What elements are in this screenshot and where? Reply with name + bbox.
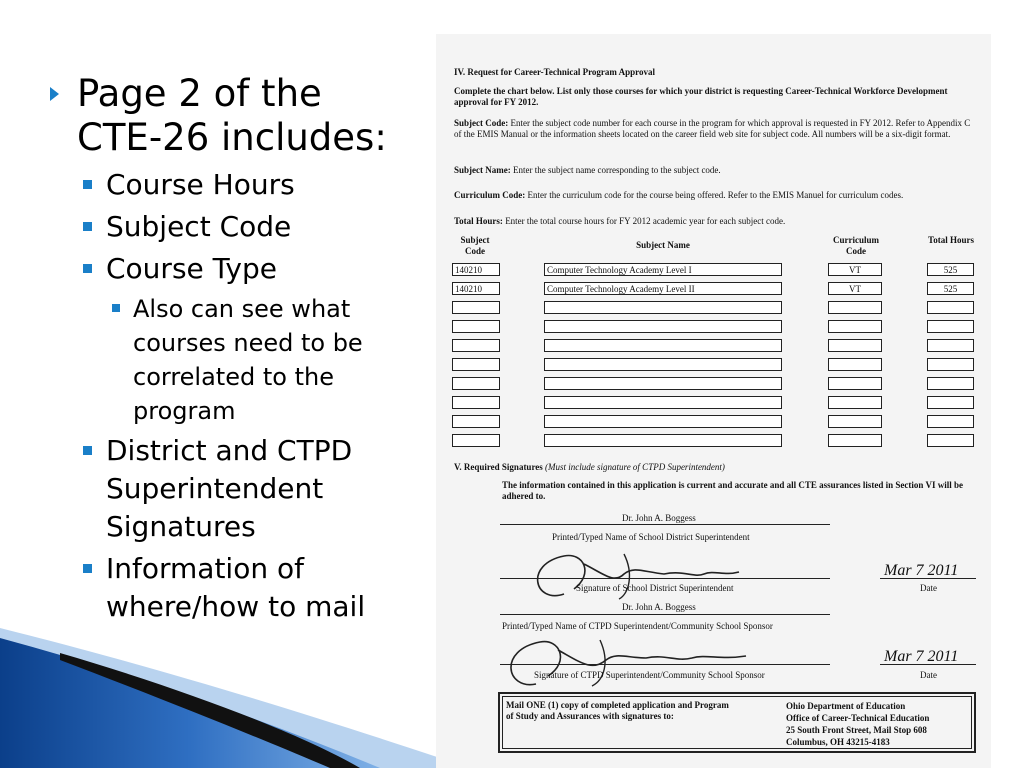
curriculum-code-cell (828, 377, 882, 390)
curriculum-code-cell (828, 358, 882, 371)
bullet-text: Course Type (106, 252, 277, 285)
square-bullet-icon (112, 304, 120, 312)
curriculum-code-cell (828, 434, 882, 447)
subject-code-cell (452, 396, 500, 409)
triangle-bullet-icon (50, 87, 59, 101)
caption-name-1: Printed/Typed Name of School District Superintendent (552, 532, 750, 542)
curriculum-code-cell: VT (828, 263, 882, 276)
corner-swoosh-decoration (0, 628, 440, 768)
date-line-1 (880, 578, 976, 579)
superintendent-signature-2 (496, 628, 756, 692)
subject-code-cell (452, 415, 500, 428)
total-hours-cell (927, 396, 974, 409)
date-label-1: Date (920, 583, 937, 593)
subject-name-cell (544, 301, 782, 314)
cte26-form-scan (436, 34, 991, 768)
bullet-main-text: Page 2 of the CTE-26 includes: (77, 72, 387, 159)
total-hours-cell (927, 301, 974, 314)
square-bullet-icon (83, 180, 92, 189)
subject-name-cell (544, 358, 782, 371)
subject-name-instruction: Subject Name: Enter the subject name corresponding to the subject code. (454, 165, 721, 175)
curriculum-code-cell (828, 396, 882, 409)
total-hours-cell (927, 358, 974, 371)
bullet-list (50, 72, 410, 630)
bullet-course-type (50, 250, 410, 288)
caption-signature-1: Signature of School District Superintendent (576, 583, 734, 593)
bullet-course-hours (50, 166, 410, 204)
header-subject-name: Subject Name (636, 240, 690, 250)
subject-code-cell (452, 301, 500, 314)
bullet-text: Also can see what courses need to be correlated to the program (133, 295, 363, 425)
total-hours-cell (927, 339, 974, 352)
header-subject-code: Subject Code (460, 235, 490, 256)
superintendent-signature-1 (524, 544, 754, 604)
subject-code-cell (452, 320, 500, 333)
bullet-subject-code (50, 208, 410, 246)
curriculum-code-cell (828, 301, 882, 314)
bullet-text: District and CTPD Superintendent Signatures (106, 434, 353, 543)
subject-name-cell: Computer Technology Academy Level I (544, 263, 782, 276)
printed-name-2: Dr. John A. Boggess (622, 602, 696, 612)
date-line-2 (880, 664, 976, 665)
subject-name-cell (544, 396, 782, 409)
name-line-2 (500, 614, 830, 615)
total-hours-cell (927, 377, 974, 390)
total-hours-cell (927, 320, 974, 333)
section4-title: IV. Request for Career-Technical Program Approval (454, 67, 655, 77)
square-bullet-icon (83, 264, 92, 273)
subject-name-cell (544, 415, 782, 428)
caption-signature-2: Signature of CTPD Superintendent/Community School Sponsor (534, 670, 765, 680)
subject-name-cell (544, 339, 782, 352)
total-hours-cell: 525 (927, 282, 974, 295)
subject-code-cell (452, 434, 500, 447)
caption-name-2: Printed/Typed Name of CTPD Superintendent/Community School Sponsor (502, 621, 773, 631)
curriculum-code-cell (828, 320, 882, 333)
subject-code-cell (452, 377, 500, 390)
section4-intro: Complete the chart below. List only those courses for which your district is requesting Career-Technical Workforce Development approval for FY 2012. (454, 86, 948, 107)
curriculum-code-cell (828, 415, 882, 428)
subject-name-cell: Computer Technology Academy Level II (544, 282, 782, 295)
total-hours-cell (927, 434, 974, 447)
subject-code-cell (452, 358, 500, 371)
section5-title: V. Required Signatures (Must include signature of CTPD Superintendent) (454, 462, 725, 472)
total-hours-cell (927, 415, 974, 428)
bullet-text: Subject Code (106, 210, 292, 243)
signature-statement: The information contained in this application is current and accurate and all CTE assurances listed in Section VI will be adhered to. (502, 480, 963, 501)
total-hours-instruction: Total Hours: Enter the total course hours for FY 2012 academic year for each subject code. (454, 216, 786, 226)
curriculum-code-cell (828, 339, 882, 352)
square-bullet-icon (83, 564, 92, 573)
mail-instructions: Mail ONE (1) copy of completed application and Program of Study and Assurances with signatures to: (506, 700, 729, 721)
subject-name-cell (544, 377, 782, 390)
subject-code-cell (452, 339, 500, 352)
square-bullet-icon (83, 222, 92, 231)
name-line-1 (500, 524, 830, 525)
signature-line-1 (500, 578, 830, 579)
mailing-info-box (498, 692, 976, 753)
total-hours-cell: 525 (927, 263, 974, 276)
bullet-text: Information of where/how to mail (106, 552, 366, 623)
subject-code-cell: 140210 (452, 282, 500, 295)
bullet-mail-info (50, 550, 410, 626)
header-total-hours: Total Hours (928, 235, 974, 245)
mail-address: Ohio Department of Education Office of Career-Technical Education 25 South Front Street, Mail Stop 608 Columbus, OH 43215-4183 (786, 701, 930, 747)
subject-code-cell: 140210 (452, 263, 500, 276)
date-1: Mar 7 2011 (884, 562, 959, 579)
bullet-signatures (50, 432, 410, 546)
curriculum-instruction: Curriculum Code: Enter the curriculum code for the course being offered. Refer to the EMIS Manuel for curriculum codes. (454, 190, 904, 200)
curriculum-code-cell: VT (828, 282, 882, 295)
date-label-2: Date (920, 670, 937, 680)
bullet-sub-correlated (50, 292, 410, 428)
header-curriculum-code: Curriculum Code (833, 235, 879, 256)
bullet-main (50, 72, 410, 160)
subject-name-cell (544, 434, 782, 447)
subject-code-instruction: Subject Code: Enter the subject code number for each course in the program for which approval is requested in FY 2012. Refer to Appendix C of the EMIS Manual or the information sheets located on the career field web site for subject code. All numbers will be a six-digit format. (454, 118, 971, 139)
date-2: Mar 7 2011 (884, 648, 959, 665)
signature-line-2 (500, 664, 830, 665)
subject-name-cell (544, 320, 782, 333)
bullet-text: Course Hours (106, 168, 295, 201)
printed-name-1: Dr. John A. Boggess (622, 513, 696, 523)
square-bullet-icon (83, 446, 92, 455)
